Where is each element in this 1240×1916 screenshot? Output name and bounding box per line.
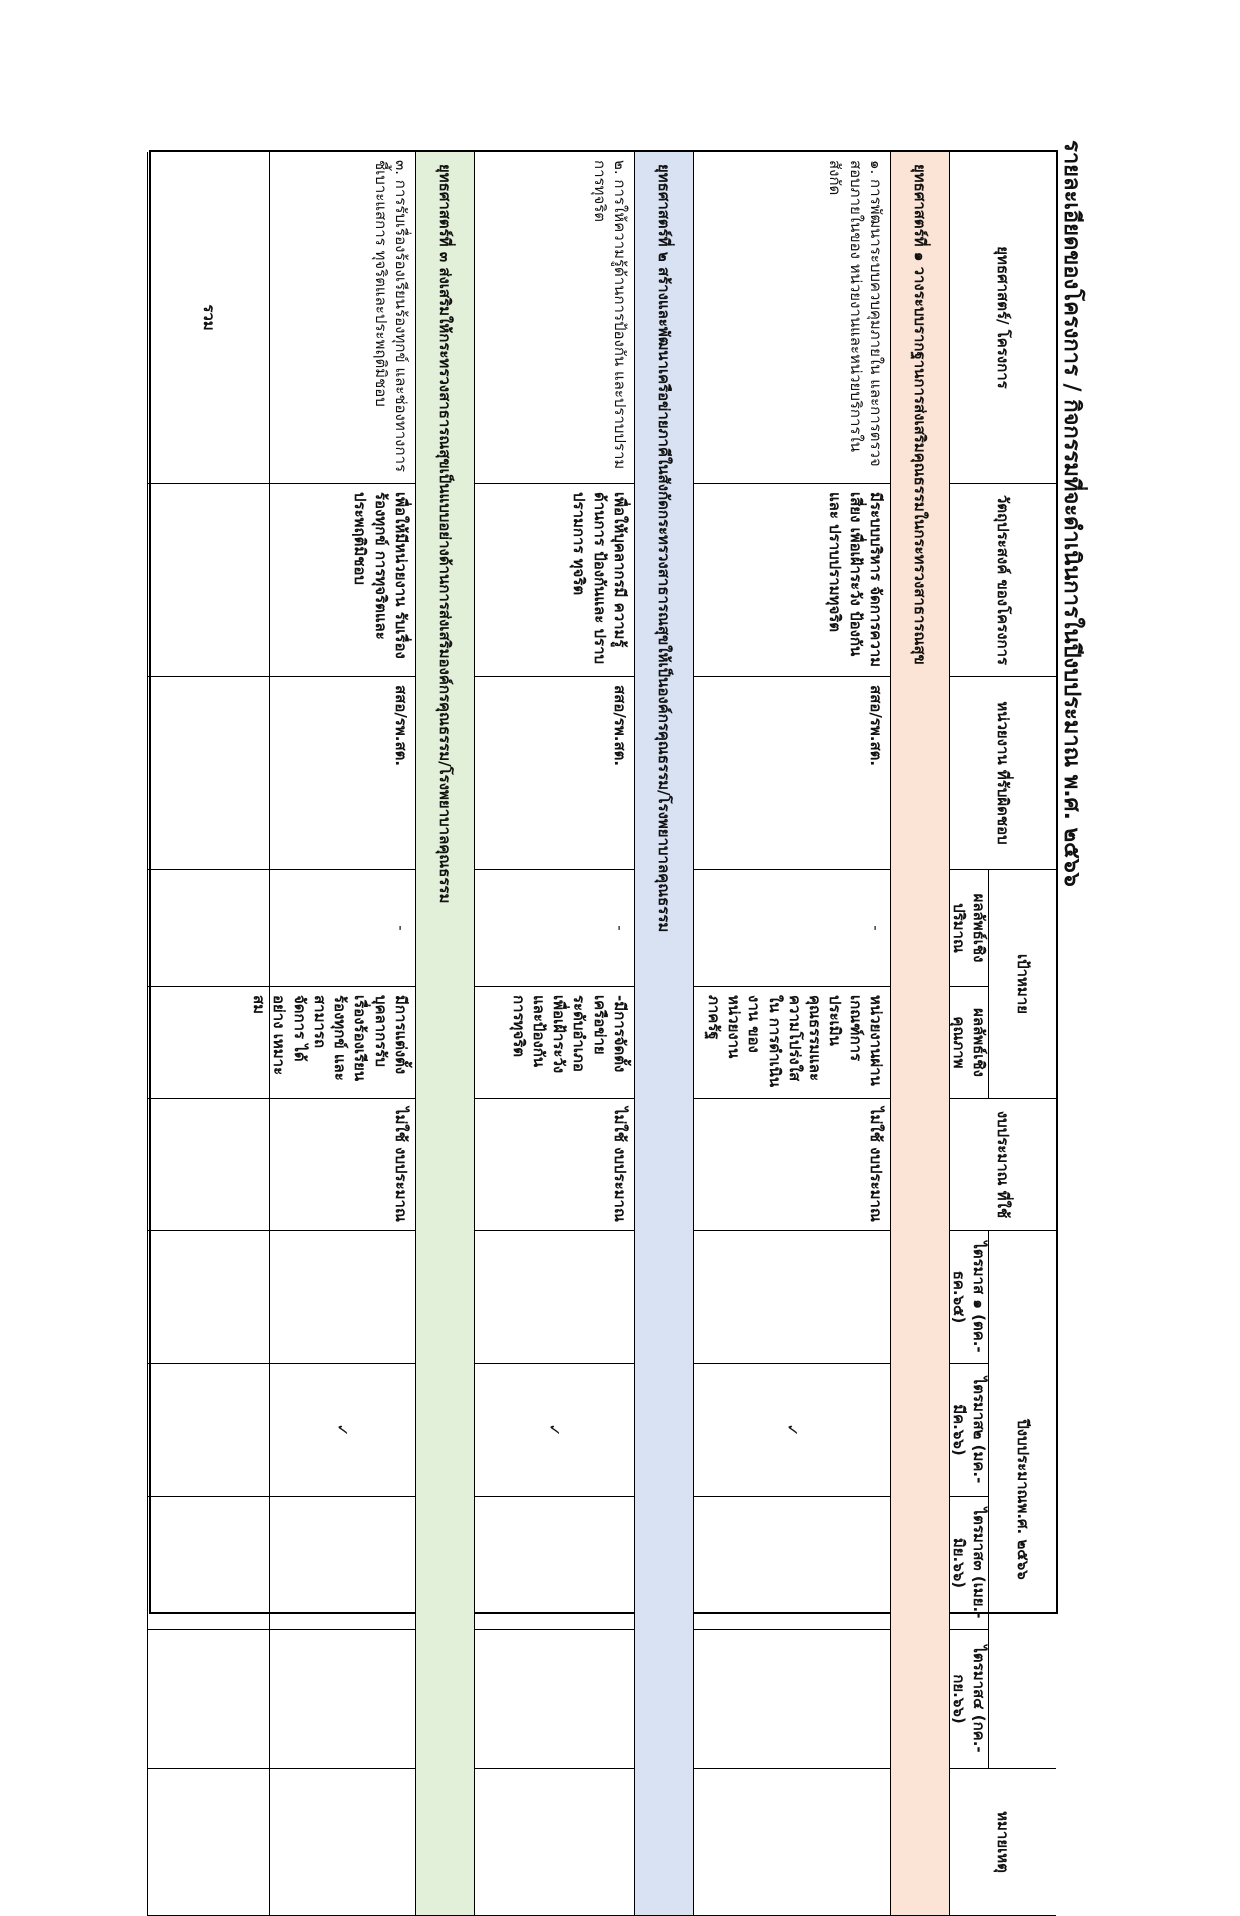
total-cell	[147, 1630, 269, 1769]
project-3-responsible: สสอ/รพ.สต.	[269, 677, 415, 870]
project-3-q1	[269, 1231, 415, 1364]
header-q4: ไตรมาส๔ (กค.-กย.๖๖)	[949, 1630, 988, 1769]
total-cell	[147, 677, 269, 870]
project-2-name: ๒. การให้ความรู้ด้านการป้องกัน และปราบปรามการทุจริต	[474, 152, 634, 484]
project-2-quality: -มีการจัดตั้ง เครือข่าย ระดับอำเภอ เพื่อเฝ้าระวัง และป้องกัน การทุจริต	[474, 987, 634, 1099]
project-3-q3	[269, 1497, 415, 1630]
header-q1: ไตรมาส ๑ (ตค.-ธค.๖๕)	[949, 1231, 988, 1364]
project-2-q3	[474, 1497, 634, 1630]
project-1-responsible: สสอ/รพ.สต.	[693, 677, 890, 870]
total-cell	[147, 484, 269, 677]
project-1-q4	[693, 1630, 890, 1769]
project-2-objective: เพื่อให้บุคลากรมี ความรู้ด้านการ ป้องกันและ ปราบปรามการ ทุจริต	[474, 484, 634, 677]
header-target: เป้าหมาย	[988, 870, 1056, 1099]
project-1-budget: ไม่ใช้ งบประมาณ	[693, 1099, 890, 1231]
header-remarks: หมายเหตุ	[949, 1769, 1056, 1916]
total-cell	[147, 987, 269, 1099]
project-2-remark	[474, 1769, 634, 1916]
header-target-quantity: ผลลัพธ์เชิง ปริมาณ	[949, 870, 988, 987]
project-3-remark	[269, 1769, 415, 1916]
project-2-responsible: สสอ/รพ.สต.	[474, 677, 634, 870]
project-2-q1	[474, 1231, 634, 1364]
project-1-name: ๑. การพัฒนาระบบควบคุมภายใน และการตรวจสอบภายในของ หน่วยงานและหน่วยบริการใน สังกัด	[693, 152, 890, 484]
project-2-budget: ไม่ใช้ งบประมาณ	[474, 1099, 634, 1231]
total-cell	[147, 1099, 269, 1231]
project-2-q4	[474, 1630, 634, 1769]
header-q2: ไตรมาส๒ (มค.-มีค.๖๖)	[949, 1364, 988, 1497]
header-responsible: หน่วยงาน ที่รับผิดชอบ	[949, 677, 1056, 870]
total-label: รวม	[147, 152, 269, 484]
project-3-quality: มีการแต่งตั้ง บุคลากรรับ เรื่องร้องเรียน ร้องทุกข์ และ สามารถจัดการ ได้อย่าง เหมาะสม	[269, 987, 415, 1099]
project-3-objective: เพื่อให้มีหน่วยงาน รับเรื่องร้องทุกข์ การทุจริตและ ประพฤติมิชอบ	[269, 484, 415, 677]
header-target-quality: ผลลัพธ์เชิง คุณภาพ	[949, 987, 988, 1099]
project-1-quantity: -	[693, 870, 890, 987]
project-1-q2: ✓	[693, 1364, 890, 1497]
project-3-quantity: -	[269, 870, 415, 987]
header-objective: วัตถุประสงค์ ของโครงการ	[949, 484, 1056, 677]
total-cell	[147, 1497, 269, 1630]
project-1-quality: หน่วยงานผ่าน เกณฑ์การ ประเมิน คุณธรรมและ ความโปร่งใสใน การดำเนินงาน ของหน่วยงาน ภาครัฐ	[693, 987, 890, 1099]
project-1-remark	[693, 1769, 890, 1916]
total-cell	[147, 1769, 269, 1916]
project-3-name: ๓. การรับเรื่องร้องเรียนร้องทุกข์ และช่องทางการชี้เบาะแสการ ทุจริตและประพฤติมิชอบ	[269, 152, 415, 484]
project-2-q2: ✓	[474, 1364, 634, 1497]
total-cell	[147, 1231, 269, 1364]
strategy-2-heading: ยุทธศาสตร์ที่ ๒ สร้างและพัฒนาเครือข่ายภาคีในสังกัดกระทรวงสาธารณสุขให้เป็นองค์กรคุณธรรม/โรงพยาบาลคุณธรรม	[634, 152, 693, 1916]
strategy-3-heading: ยุทธศาสตร์ที่ ๓ ส่งเสริมให้กระทรวงสาธารณสุขเป็นแบบอย่างด้านการส่งเสริมองค์กรคุณธรรม/โรงพยาบาลคุณธรรม	[415, 152, 474, 1916]
project-1-objective: มีระบบบริหาร จัดการความเสี่ยง เพื่อเฝ้าระวัง ป้องกัน และ ปราบปรามทุจริต	[693, 484, 890, 677]
project-table	[149, 150, 1058, 1873]
strategy-1-heading: ยุทธศาสตร์ที่ ๑ วางระบบรากฐานการส่งเสริมคุณธรรมในกระทรวงสาธารณสุข	[890, 152, 949, 1916]
header-q3: ไตรมาส๓ (เมย.-มิย.๖๖)	[949, 1497, 988, 1630]
header-fiscal-year: ปีงบประมาณพ.ศ. ๒๕๖๖	[988, 1231, 1056, 1769]
project-1-q1	[693, 1231, 890, 1364]
header-budget: งบประมาณ ที่ใช้	[949, 1099, 1056, 1231]
total-cell	[147, 1364, 269, 1497]
document-title: รายละเอียดของโครงการ / กิจกรรมที่จะดำเนินการในปีงบประมาณ พ.ศ. ๒๕๖๖	[1059, 140, 1084, 887]
project-3-q2: ✓	[269, 1364, 415, 1497]
header-strategy-project: ยุทธศาสตร์/ โครงการ	[949, 152, 1056, 484]
project-3-budget: ไม่ใช้ งบประมาณ	[269, 1099, 415, 1231]
project-1-q3	[693, 1497, 890, 1630]
project-2-quantity: -	[474, 870, 634, 987]
total-cell	[147, 870, 269, 987]
project-3-q4	[269, 1630, 415, 1769]
